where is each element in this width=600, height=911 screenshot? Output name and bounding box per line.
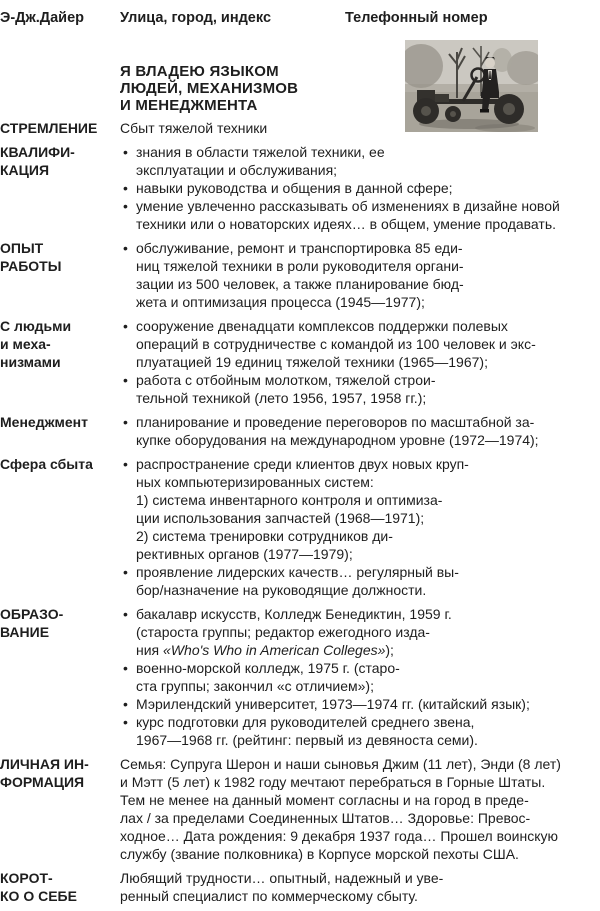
item-lines — [136, 197, 600, 233]
resume-section — [0, 317, 600, 407]
text-line: ных компьютеризированных систем: — [136, 474, 374, 490]
section-label-line: КАЦИЯ — [0, 162, 50, 178]
resume-section — [0, 755, 600, 863]
section-content — [120, 869, 600, 905]
text-line: курс подготовки для руководителей среднего звена, — [136, 714, 475, 730]
text-line: Мэрилендский университет, 1973—1974 гг. (китайский язык); — [136, 696, 530, 712]
text-item — [120, 869, 600, 905]
item-lines — [120, 755, 600, 863]
item-lines — [136, 659, 600, 695]
text-line: планирование и проведение переговоров по масштабной за- — [136, 414, 535, 430]
bullet-marker: • — [123, 318, 128, 334]
section-label-line: ОПЫТ — [0, 240, 44, 256]
item-lines — [136, 605, 600, 659]
resume-section — [0, 239, 600, 311]
section-label-line: Сфера сбыта — [0, 456, 93, 472]
bullet-item — [120, 605, 600, 659]
text-line: ренный специалист по коммерческому сбыту. — [120, 888, 418, 904]
section-label — [0, 413, 120, 449]
resume-section — [0, 143, 600, 233]
text-line: и Мэтт (5 лет) к 1982 году мечтают перебраться в Горные Штаты. — [120, 774, 546, 790]
item-lines — [136, 563, 600, 599]
text-line: Тем не менее на данный момент согласны и на город в преде- — [120, 792, 529, 808]
text-line: военно-морской колледж, 1975 г. (старо- — [136, 660, 400, 676]
bullet-item — [120, 197, 600, 233]
bullet-marker: • — [123, 144, 128, 160]
section-label-line: ФОРМАЦИЯ — [0, 774, 85, 790]
section-label-line: С людьми — [0, 318, 72, 334]
item-lines — [136, 413, 600, 449]
item-lines — [136, 239, 600, 311]
text-line: купке оборудования на международном уровне (1972—1974); — [136, 432, 539, 448]
item-lines — [136, 317, 600, 371]
section-content — [120, 413, 600, 449]
text-line: ста группы; закончил «с отличием»); — [136, 678, 374, 694]
section-content — [120, 455, 600, 599]
text-line: тельной техникой (лето 1956, 1957, 1958 гг.); — [136, 390, 427, 406]
plain-text: ); — [385, 642, 394, 658]
text-line: Сбыт тяжелой техники — [120, 120, 268, 136]
text-line: (староста группы; редактор ежегодного изда- — [136, 624, 430, 640]
bullet-item — [120, 413, 600, 449]
text-line: проявление лидерских качеств… регулярный вы- — [136, 564, 459, 580]
section-label — [0, 755, 120, 863]
text-line: службу (звание полковника) в Корпусе морской пехоты США. — [120, 846, 519, 862]
section-label — [0, 455, 120, 599]
headline-line: И МЕНЕДЖМЕНТА — [120, 97, 258, 114]
text-line: работа с отбойным молотком, тяжелой строи- — [136, 372, 436, 388]
headline-line: ЛЮДЕЙ, МЕХАНИЗМОВ — [120, 80, 299, 97]
section-content — [120, 605, 600, 749]
text-line: распространение среди клиентов двух новых круп- — [136, 456, 469, 472]
section-label-line: СТРЕМЛЕНИЕ — [0, 120, 98, 136]
bullet-marker: • — [123, 180, 128, 196]
section-label-line: и меха- — [0, 336, 51, 352]
photo-illustration — [405, 40, 538, 132]
text-line: лах / за пределами Соединенных Штатов… Здоровье: Превос- — [120, 810, 531, 826]
resume-headline — [120, 63, 298, 114]
section-label-line: Менеджмент — [0, 414, 88, 430]
text-line: эксплуатации и обслуживания; — [136, 162, 338, 178]
text-line: зации из 500 человек, а также планирование бюд- — [136, 276, 464, 292]
bullet-item — [120, 455, 600, 563]
plain-text: ния — [136, 642, 164, 658]
section-label-line: КВАЛИФИ- — [0, 144, 75, 160]
section-label-line: ЛИЧНАЯ ИН- — [0, 756, 89, 772]
text-line: плуатацией 19 единиц тяжелой техники (1965—1967); — [136, 354, 488, 370]
section-label-line: КО О СЕБЕ — [0, 888, 77, 904]
item-lines — [136, 695, 600, 713]
bullet-marker: • — [123, 660, 128, 676]
item-lines — [136, 143, 600, 179]
headline-line: Я ВЛАДЕЮ ЯЗЫКОМ — [120, 63, 279, 80]
bullet-item — [120, 563, 600, 599]
text-line: сооружение двенадцати комплексов поддержки полевых — [136, 318, 508, 334]
item-lines — [136, 455, 600, 563]
text-line: рективных органов (1977—1979); — [136, 546, 353, 562]
section-content — [120, 317, 600, 407]
candidate-photo — [405, 40, 538, 132]
resume-section — [0, 455, 600, 599]
section-label — [0, 869, 120, 905]
text-line: ходное… Дата рождения: 9 декабря 1937 года… Прошел воинскую — [120, 828, 558, 844]
section-label-line: КОРОТ- — [0, 870, 53, 886]
bullet-marker: • — [123, 606, 128, 622]
section-label — [0, 143, 120, 233]
section-label — [0, 119, 120, 137]
bullet-item — [120, 317, 600, 371]
bullet-item — [120, 239, 600, 311]
text-line: умение увлеченно рассказывать об изменениях в дизайне новой — [136, 198, 560, 214]
text-line: 1) система инвентарного контроля и оптимиза- — [136, 492, 443, 508]
section-label — [0, 317, 120, 407]
bullet-marker: • — [123, 198, 128, 214]
bullet-marker: • — [123, 696, 128, 712]
text-line: ции использования запчастей (1968—1971); — [136, 510, 425, 526]
bullet-marker: • — [123, 372, 128, 388]
section-content — [120, 239, 600, 311]
section-label-line: ОБРАЗО- — [0, 606, 64, 622]
bullet-item — [120, 659, 600, 695]
text-line: жета и оптимизация процесса (1945—1977); — [136, 294, 425, 310]
section-content — [120, 755, 600, 863]
text-line: бакалавр искусств, Колледж Бенедиктин, 1959 г. — [136, 606, 452, 622]
text-line: операций в сотрудничестве с командой из 100 человек и экс- — [136, 336, 536, 352]
candidate-name: Э-Дж.Дайер — [0, 10, 85, 26]
phone-placeholder: Телефонный номер — [345, 10, 488, 26]
bullet-item — [120, 371, 600, 407]
text-line: 1967—1968 гг. (рейтинг: первый из девяноста семи). — [136, 732, 478, 748]
section-label — [0, 605, 120, 749]
bullet-item — [120, 143, 600, 179]
bullet-marker: • — [123, 240, 128, 256]
italic-text: «Who's Who in American Colleges» — [163, 642, 386, 658]
text-line: навыки руководства и общения в данной сфере; — [136, 180, 453, 196]
text-line: обслуживание, ремонт и транспортировка 85 еди- — [136, 240, 463, 256]
bullet-marker: • — [123, 564, 128, 580]
text-item — [120, 755, 600, 863]
resume-sections — [0, 119, 600, 905]
resume-section — [0, 605, 600, 749]
bullet-item — [120, 695, 600, 713]
section-content — [120, 143, 600, 233]
item-lines — [136, 713, 600, 749]
bullet-marker: • — [123, 414, 128, 430]
text-line: бор/назначение на руководящие должности. — [136, 582, 427, 598]
bullet-item — [120, 713, 600, 749]
item-lines — [120, 869, 600, 905]
text-line: знания в области тяжелой техники, ее — [136, 144, 385, 160]
section-label — [0, 239, 120, 311]
text-line — [136, 641, 600, 659]
item-lines — [136, 371, 600, 407]
resume-section — [0, 869, 600, 905]
bullet-marker: • — [123, 456, 128, 472]
text-line: Любящий трудности… опытный, надежный и уве- — [120, 870, 444, 886]
text-line: техники или о новаторских идеях… в общем, умение продавать. — [136, 216, 556, 232]
contact-header — [0, 0, 600, 27]
section-label-line: РАБОТЫ — [0, 258, 62, 274]
resume-section — [0, 413, 600, 449]
text-line: ниц тяжелой техники в роли руководителя органи- — [136, 258, 464, 274]
address-placeholder: Улица, город, индекс — [120, 10, 272, 26]
section-label-line: ВАНИЕ — [0, 624, 50, 640]
item-lines — [136, 179, 600, 197]
text-line: 2) система тренировки сотрудников ди- — [136, 528, 393, 544]
bullet-marker: • — [123, 714, 128, 730]
bullet-item — [120, 179, 600, 197]
section-label-line: низмами — [0, 354, 61, 370]
text-line: Семья: Супруга Шерон и наши сыновья Джим (11 лет), Энди (8 лет) — [120, 756, 561, 772]
